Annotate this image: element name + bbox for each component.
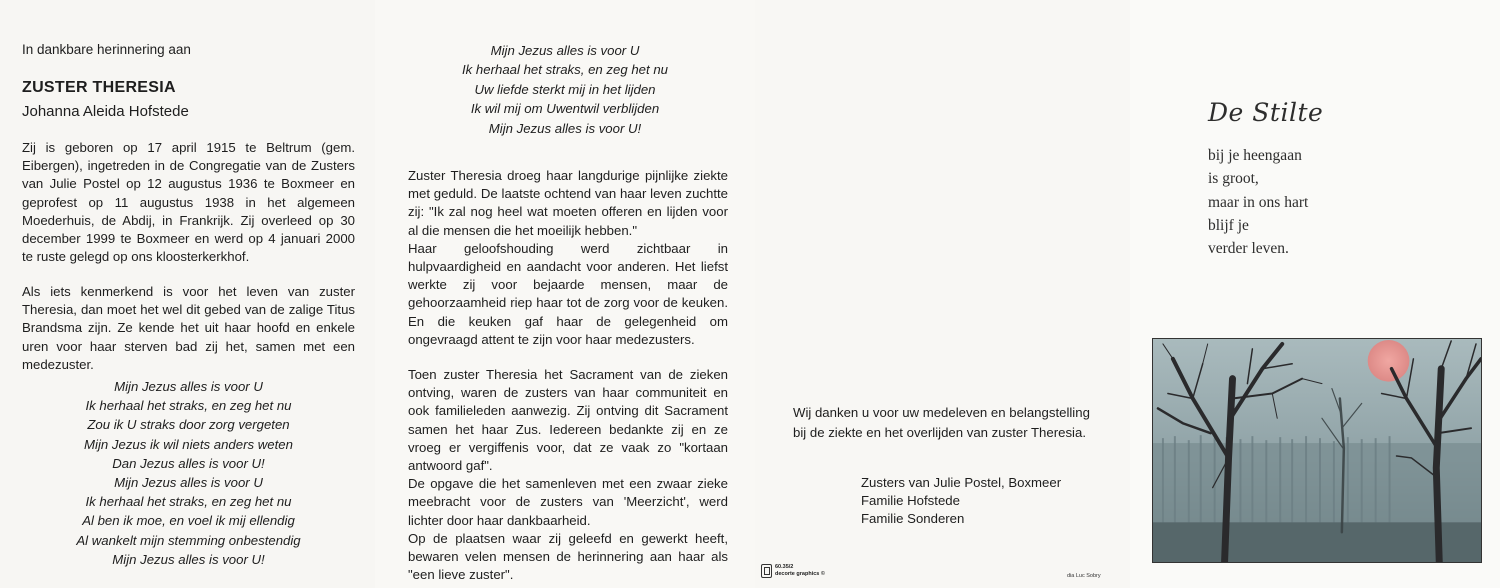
cover-poem-line: blijf je: [1208, 216, 1249, 234]
imprint-code: 60.35/2: [775, 564, 794, 570]
prayer-line: Mijn Jezus alles is voor U!: [488, 120, 642, 136]
story-paragraph: De opgave die het samenleven met een zwaar zieke meebracht voor de zusters van 'Meerzicht', werd lichter door haar dankbaarheid.: [408, 476, 728, 528]
printer-imprint: [761, 564, 825, 578]
signatories: [861, 474, 1061, 529]
prayer-line: Mijn Jezus alles is voor U: [490, 43, 640, 58]
story-paragraph: Op de plaatsen waar zij geleefd en gewerkt heeft, bewaren velen mensen de herinnering aan haar als "een lieve zuster".: [408, 530, 728, 583]
prayer-stanza-2: [22, 473, 355, 569]
thank-you-note: [793, 403, 1090, 442]
panel-memorial-intro: [0, 0, 375, 588]
life-story-block-1: [408, 167, 728, 349]
prayer-line: Mijn Jezus ik wil niets anders weten: [84, 436, 293, 452]
deceased-full-name: Johanna Aleida Hofstede: [22, 103, 189, 120]
cover-poem-line: bij je heengaan: [1208, 147, 1302, 164]
story-paragraph: Zuster Theresia droeg haar langdurige pijnlijke ziekte met geduld. De laatste ochtend van haar leven zuchtte zij: "Ik zal nog heel wat moeten offeren en lijden voor al die mensen die het moeilijk hebben.": [408, 168, 728, 238]
prayer-line: Ik herhaal het straks, en zeg het nu: [462, 62, 668, 78]
photo-credit: dia Luc Sobry: [1067, 573, 1101, 579]
printer-logo-icon: [761, 564, 772, 578]
prayer-line: Al wankelt mijn stemming onbestendig: [76, 532, 301, 548]
panel-thanks: [755, 0, 1130, 588]
cover-poem-line: is groot,: [1208, 170, 1259, 188]
thank-you-line: Wij danken u voor uw medeleven en belangstelling: [793, 405, 1090, 420]
sun-shape: [1368, 340, 1410, 382]
prayer-line: Dan Jezus alles is voor U!: [112, 455, 265, 471]
panel-life-story: [375, 0, 755, 588]
prayer-stanza-3: [395, 41, 735, 138]
cover-title: De Stilte: [1208, 98, 1324, 127]
prayer-line: Mijn Jezus alles is voor U!: [112, 551, 265, 567]
thank-you-line: bij de ziekte en het overlijden van zuster Theresia.: [793, 424, 1086, 440]
cover-poem: [1208, 144, 1308, 260]
panel-cover: [1130, 0, 1500, 588]
signatory: Familie Sonderen: [861, 511, 965, 527]
cover-poem-line: maar in ons hart: [1208, 193, 1309, 211]
prayer-stanza-1: [22, 377, 355, 473]
deceased-name: ZUSTER THERESIA: [22, 79, 176, 96]
signatory: Zusters van Julie Postel, Boxmeer: [861, 475, 1062, 490]
life-story-block-2: [408, 366, 728, 584]
imprint-brand: decorte graphics ©: [775, 571, 825, 577]
prayer-line: Ik wil mij om Uwentwil verblijden: [470, 101, 660, 117]
landscape-illustration: [1153, 339, 1481, 562]
prayer-line: Ik herhaal het straks, en zeg het nu: [85, 398, 292, 414]
prayer-line: Al ben ik moe, en voel ik mij ellendig: [82, 513, 295, 529]
biography-paragraph: Zij is geboren op 17 april 1915 te Beltrum (gem. Eibergen), ingetreden in de Congregatie van de Zusters van Julie Postel op 12 augustus 1936 te Boxmeer en geprofest op 11 augustus 1938 in het algemeen Moederhuis, de Abdij, in Frankrijk. Zij overleed op 30 december 1999 te Boxmeer en werd op 4 januari 2000 te ruste gelegd op ons kloosterkerkhof.: [22, 140, 355, 265]
prayer-line: Uw liefde sterkt mij in het lijden: [474, 81, 656, 97]
cover-poem-line: verder leven.: [1208, 240, 1289, 258]
prayer-intro-paragraph: Als iets kenmerkend is voor het leven van zuster Theresia, dan moet het wel dit gebed van de zalige Titus Brandsma zijn. Ze kende het uit haar hoofd en enkele uren voor haar sterven bad zij het, samen met een medezuster.: [22, 284, 355, 372]
prayer-line: Mijn Jezus alles is voor U: [114, 379, 263, 394]
prayer-line: Mijn Jezus alles is voor U: [114, 475, 263, 490]
misty-trees-photo: [1152, 338, 1482, 563]
prayer-line: Zou ik U straks door zorg vergeten: [87, 417, 290, 433]
story-paragraph: Haar geloofshouding werd zichtbaar in hulpvaardigheid en aandacht voor anderen. Het liefst werkte zij voor bejaarde mensen, maar de gehoorzaamheid riep haar tot de zorg voor de keuken. En die keuken gaf haar de gelegenheid om ongevraagd attent te zijn voor haar medezusters.: [408, 240, 728, 347]
intro-text: In dankbare herinnering aan: [22, 42, 191, 57]
prayer-line: Ik herhaal het straks, en zeg het nu: [85, 494, 292, 510]
signatory: Familie Hofstede: [861, 493, 960, 509]
story-paragraph: Toen zuster Theresia het Sacrament van de zieken ontving, waren de zusters van haar communiteit en ook familieleden aanwezig. Zij ontving dit Sacrament samen het haar Zus. Iedereen bedankte zij en ze vroeg er vergiffenis voor, dat ze vaak zo "kortaan antwoord gaf".: [408, 367, 728, 474]
